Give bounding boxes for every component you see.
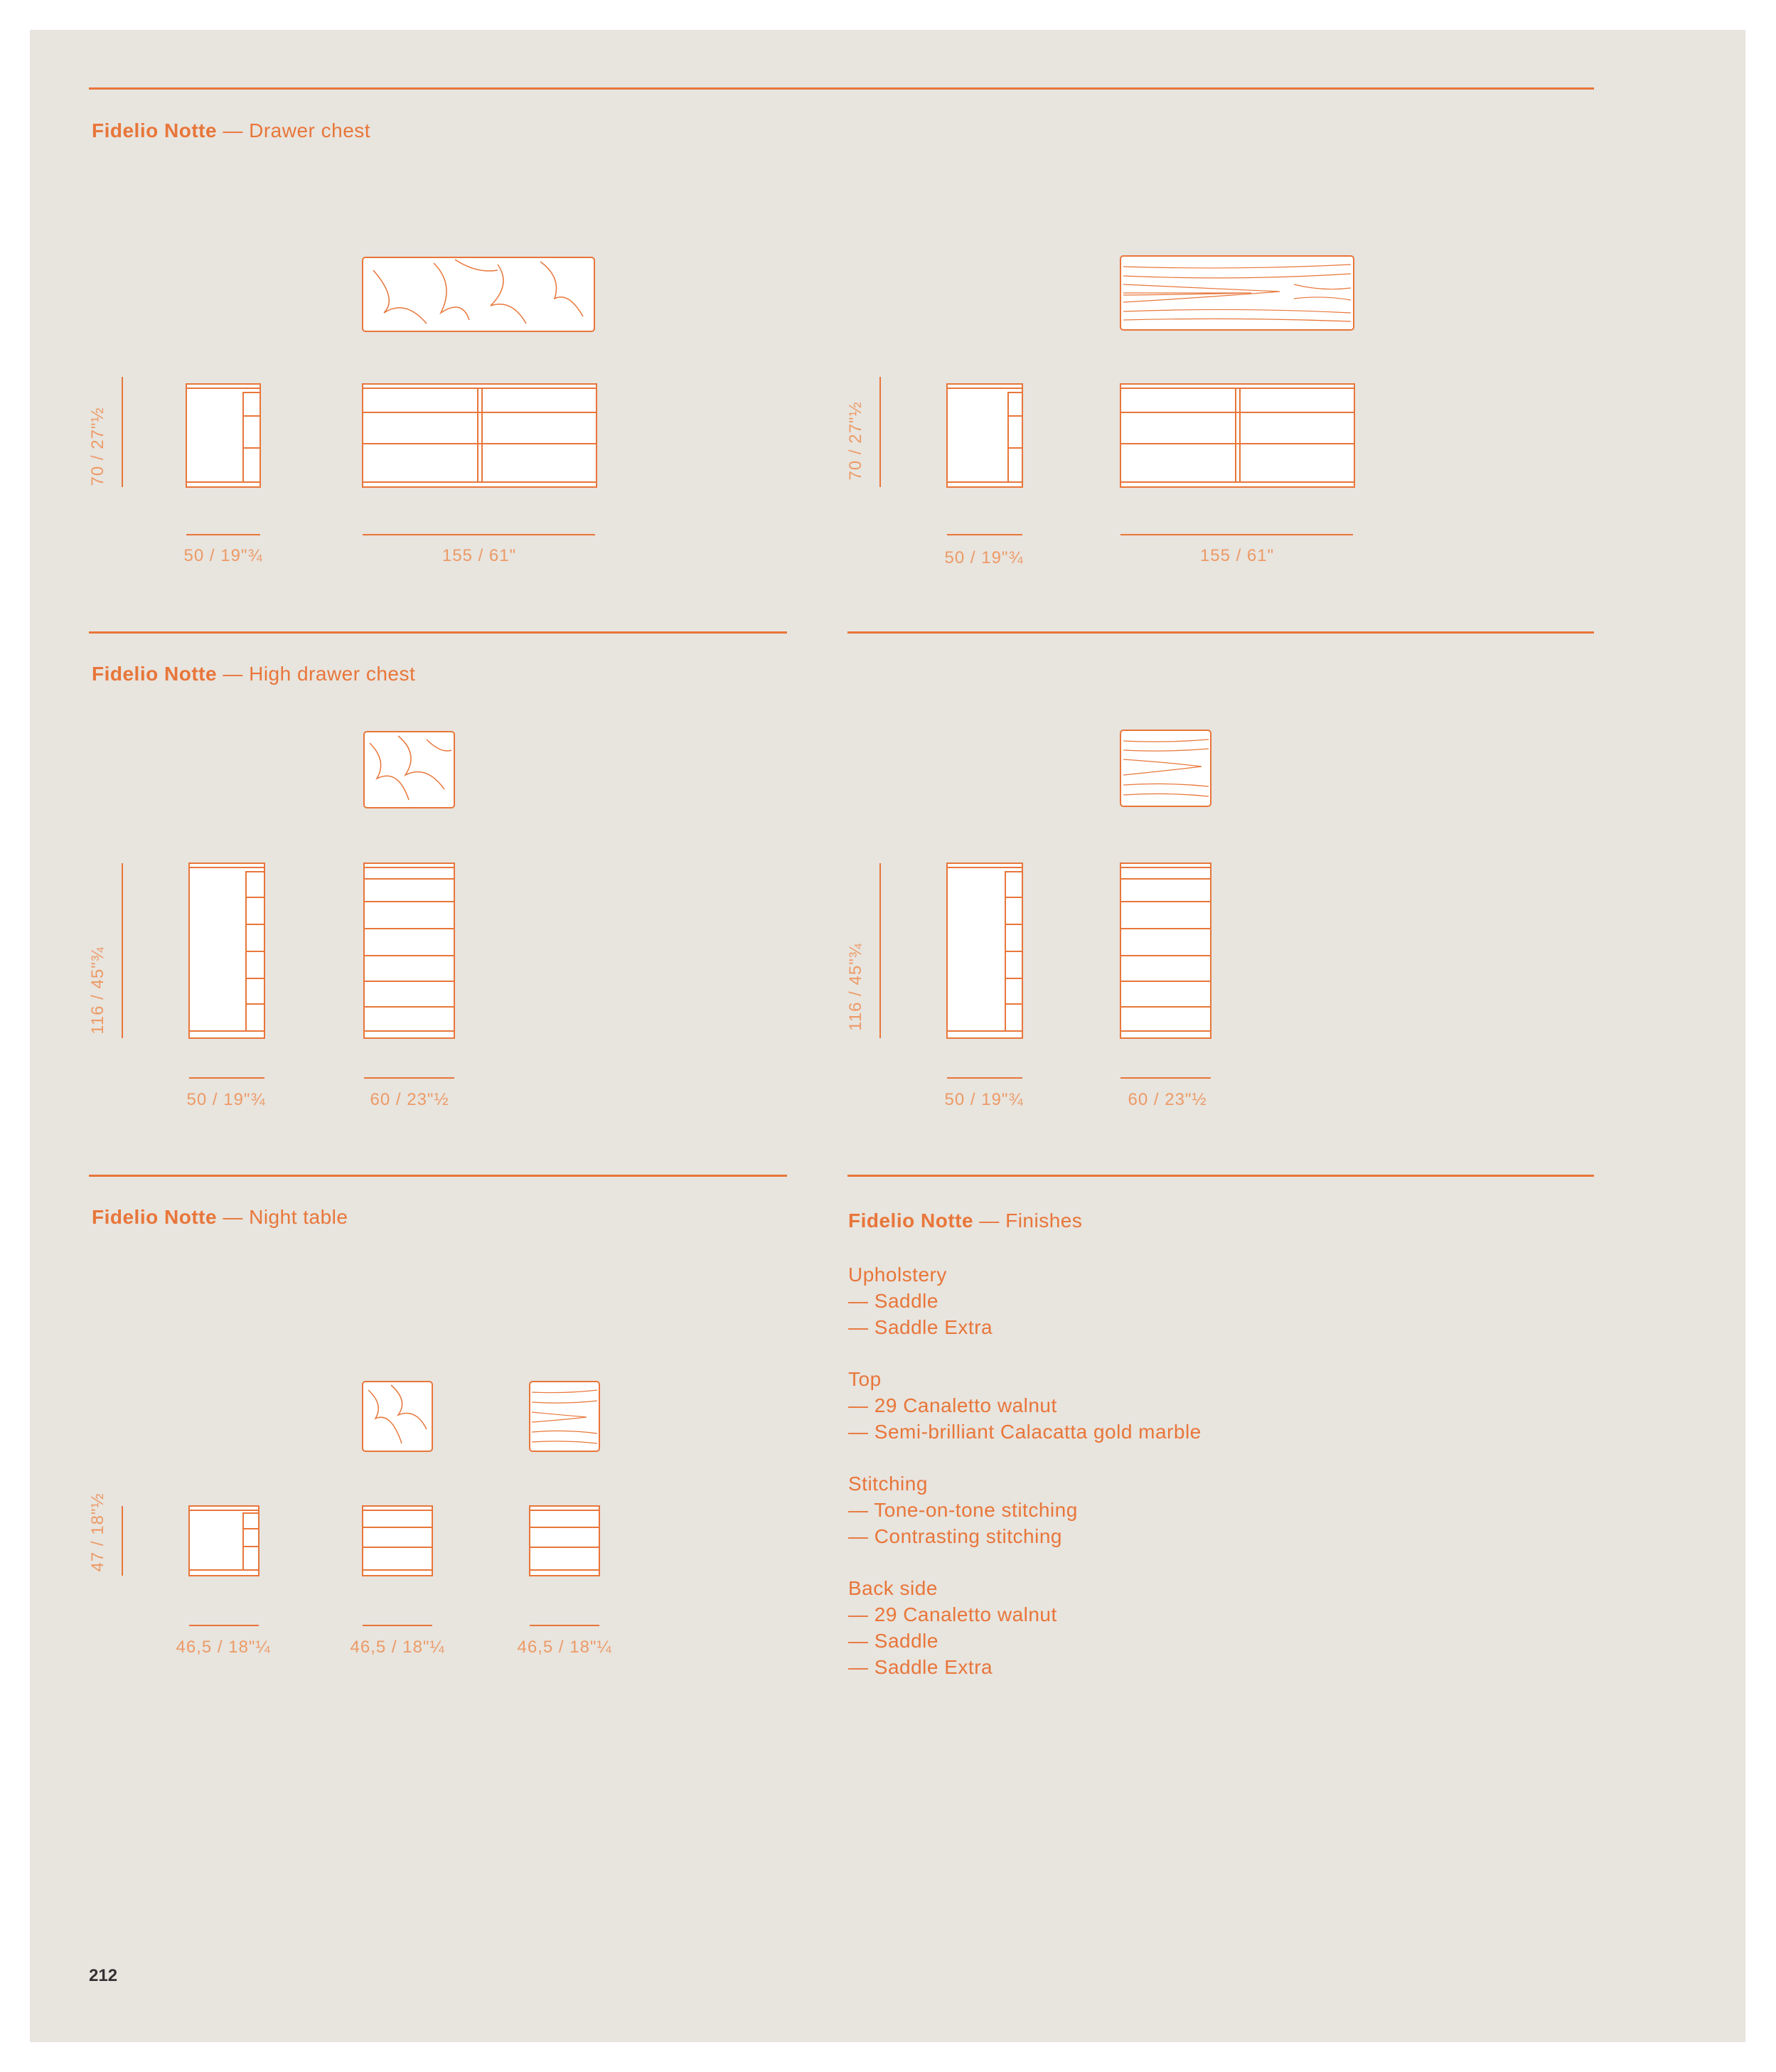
drawer-chest-width-label: 155 / 61" [442,546,517,565]
finish-item: — Saddle Extra [848,1316,993,1338]
marble-top-view [363,257,594,331]
finish-group-stitching [848,1470,1202,1549]
drawer-chest-walnut-depth-label: 50 / 19"¾ [944,548,1024,567]
finish-group-back-side [848,1575,1202,1680]
night-table-dim2-label: 46,5 / 18"¼ [350,1638,445,1657]
high-drawer-chest-walnut-width-label: 60 / 23"½ [1128,1090,1207,1109]
finish-item: — 29 Canaletto walnut [848,1394,1057,1416]
drawer-chest-height-label: 70 / 27"½ [88,407,107,486]
heading-title: — Finishes [979,1209,1083,1232]
finish-group-label: Upholstery [848,1264,947,1286]
front-view [364,863,454,1038]
heading-finishes [848,1209,1082,1232]
high-drawer-chest-width-label: 60 / 23"½ [370,1090,449,1109]
finish-item: — 29 Canaletto walnut [848,1603,1057,1625]
front-view [1120,863,1211,1038]
section-rule-mid-right [847,631,1594,634]
page-number: 212 [89,1966,118,1985]
finish-group-upholstery [848,1261,1202,1340]
finishes-list [848,1261,1202,1706]
heading-drawer-chest [92,119,370,142]
night-table-dim1-label: 46,5 / 18"¼ [176,1638,271,1657]
heading-title: — High drawer chest [223,663,416,685]
section-rule-low-left [89,1175,787,1177]
section-rule-mid-left [89,631,787,634]
drawer-chest-depth-label: 50 / 19"¾ [183,546,263,565]
finish-group-label: Back side [848,1577,938,1599]
finish-item: — Contrasting stitching [848,1525,1062,1547]
heading-brand: Fidelio Notte [848,1209,974,1232]
side-view [189,863,264,1038]
front-view-2 [530,1506,599,1576]
finish-group-top [848,1366,1202,1445]
finish-item: — Saddle [848,1630,938,1652]
finish-group-label: Top [848,1368,882,1390]
side-view [947,863,1022,1038]
finish-group-label: Stitching [848,1473,928,1495]
catalog-page [30,30,1745,2042]
section-rule-low-right [847,1175,1594,1177]
front-view [363,384,597,487]
side-view [189,1506,259,1576]
drawer-chest-walnut-width-label: 155 / 61" [1199,546,1275,565]
front-view-1 [363,1506,432,1576]
side-view [186,384,260,487]
front-view [1120,384,1354,487]
high-drawer-chest-height-label: 116 / 45"¾ [88,946,107,1035]
marble-top-view [364,732,454,808]
heading-title: — Night table [223,1206,348,1228]
high-drawer-chest-walnut-height-label: 116 / 45"¾ [846,943,865,1031]
night-table-drawing [0,0,1,1]
finish-item: — Tone-on-tone stitching [848,1499,1078,1521]
drawer-chest-walnut-height-label: 70 / 27"½ [846,401,865,481]
heading-brand: Fidelio Notte [92,1206,218,1228]
finish-item: — Saddle [848,1290,938,1312]
high-drawer-chest-walnut-depth-label: 50 / 19"¾ [944,1090,1024,1109]
side-view [947,384,1022,487]
heading-brand: Fidelio Notte [92,663,218,685]
heading-high-drawer-chest [92,663,415,685]
night-table-dim3-label: 46,5 / 18"¼ [517,1638,612,1657]
heading-brand: Fidelio Notte [92,119,218,141]
finish-item: — Saddle Extra [848,1656,993,1678]
night-table-height-label: 47 / 18"½ [88,1492,107,1572]
heading-title: — Drawer chest [223,119,371,141]
finish-item: — Semi-brilliant Calacatta gold marble [848,1421,1202,1443]
high-drawer-chest-depth-label: 50 / 19"¾ [186,1090,266,1109]
section-rule-top [89,87,1594,90]
heading-night-table [92,1206,348,1229]
